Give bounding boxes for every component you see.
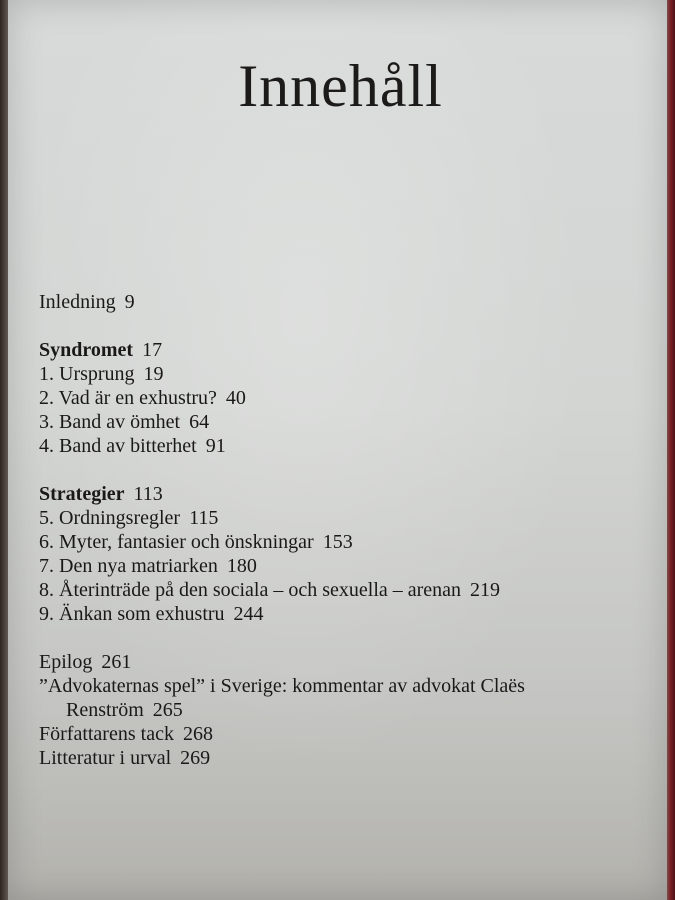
section-spacer xyxy=(39,314,649,338)
toc-page-number: 40 xyxy=(225,387,246,409)
toc-entry-title: Litteratur i urval xyxy=(39,747,172,769)
toc-page-number: 64 xyxy=(189,411,210,433)
toc-entry xyxy=(39,386,649,410)
toc-entry xyxy=(39,650,649,674)
toc-page-number: 113 xyxy=(133,483,163,505)
toc-entry-title: Epilog xyxy=(39,651,93,673)
toc-page-number: 219 xyxy=(470,579,501,601)
toc-entry xyxy=(39,434,649,458)
toc-page-number: 268 xyxy=(182,723,213,745)
toc-page-number: 180 xyxy=(226,555,257,577)
section-spacer xyxy=(39,458,649,482)
toc-entry-title: 4. Band av bitterhet xyxy=(39,435,197,457)
toc-entry-title: 6. Myter, fantasier och önskningar xyxy=(39,531,314,553)
toc-entry xyxy=(39,698,649,722)
toc-entry-title: 3. Band av ömhet xyxy=(39,411,181,433)
toc-entry-title: 9. Änkan som exhustru xyxy=(39,603,225,625)
toc-page-number: 91 xyxy=(205,435,226,457)
toc-page-number: 265 xyxy=(152,699,183,721)
toc-page-number: 17 xyxy=(142,339,163,361)
toc-entry xyxy=(39,554,649,578)
toc-entry-title: ”Advokaternas spel” i Sverige: kommentar av advokat Claës xyxy=(39,675,525,697)
toc-page-number: 115 xyxy=(189,507,219,529)
page-title: Innehåll xyxy=(238,53,443,119)
toc-page-number: 261 xyxy=(101,651,132,673)
toc-entry-title: Renström xyxy=(66,699,144,721)
toc-entry-title: Inledning xyxy=(39,291,116,313)
toc-entry xyxy=(39,506,649,530)
toc-entry xyxy=(39,674,649,698)
section-spacer xyxy=(39,626,649,650)
toc-entry xyxy=(39,578,649,602)
toc-section-heading xyxy=(39,338,649,362)
toc-entry xyxy=(39,362,649,386)
toc-entry xyxy=(39,602,649,626)
toc-entry-title: 2. Vad är en exhustru? xyxy=(39,387,217,409)
toc-page-number: 244 xyxy=(233,603,264,625)
toc-entry-title: Författarens tack xyxy=(39,723,174,745)
toc-entry-title: Strategier xyxy=(39,483,125,505)
toc-page-number: 153 xyxy=(322,531,353,553)
toc-entry xyxy=(39,746,649,770)
toc-entry xyxy=(39,410,649,434)
toc-entry xyxy=(39,530,649,554)
toc-entry-title: 8. Återinträde på den sociala – och sexuella – arenan xyxy=(39,579,462,601)
toc-page-number: 9 xyxy=(124,291,135,313)
toc-entry-title: 1. Ursprung xyxy=(39,363,135,385)
toc-entry xyxy=(39,290,649,314)
toc-entry-title: 5. Ordningsregler xyxy=(39,507,181,529)
book-page xyxy=(8,0,667,900)
toc-page-number: 19 xyxy=(143,363,164,385)
toc-page-number: 269 xyxy=(180,747,211,769)
toc-entry-title: 7. Den nya matriarken xyxy=(39,555,218,577)
toc-entry-title: Syndromet xyxy=(39,339,134,361)
toc-entry xyxy=(39,722,649,746)
toc-section-heading xyxy=(39,482,649,506)
table-of-contents xyxy=(39,290,649,770)
